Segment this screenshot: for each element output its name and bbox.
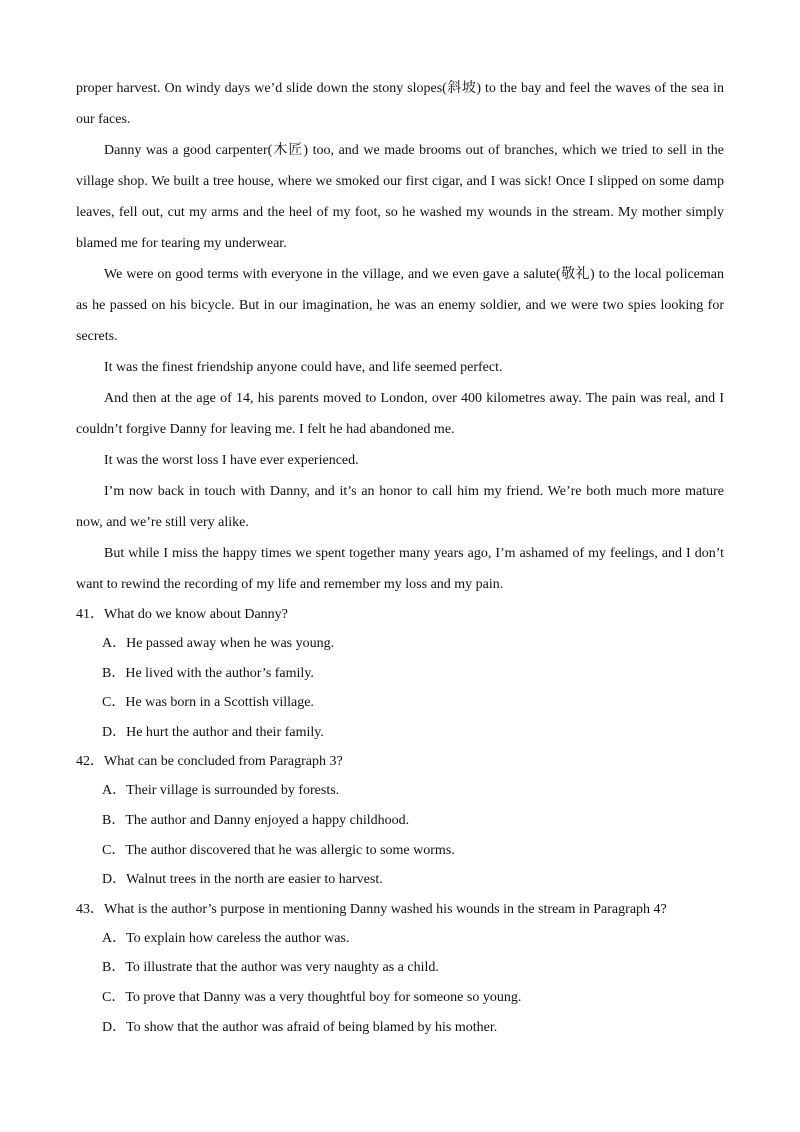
passage-paragraph: It was the finest friendship anyone could have, and life seemed perfect. xyxy=(104,360,503,375)
answer-option-b: B．To illustrate that the author was very naughty as a child. xyxy=(102,960,439,976)
answer-option-a: A．Their village is surrounded by forests. xyxy=(102,783,340,799)
answer-option-d: D．He hurt the author and their family. xyxy=(102,724,324,740)
question-43 xyxy=(76,895,724,1042)
answer-option-d: D．Walnut trees in the north are easier to harvest. xyxy=(102,872,383,888)
answer-option-b: B．He lived with the author’s family. xyxy=(102,665,314,681)
question-stem: 41．What do we know about Danny? xyxy=(76,607,288,622)
answer-option-c: C．The author discovered that he was allergic to some worms. xyxy=(102,842,455,858)
passage-paragraph: And then at the age of 14, his parents moved to London, over 400 kilometres away. The pain was real, and I couldn’t forgive Danny for leaving me. I felt he had abandoned me. xyxy=(76,391,724,437)
passage-paragraph: But while I miss the happy times we spent together many years ago, I’m ashamed of my feelings, and I don’t want to rewind the recording of my life and remember my loss and my pain. xyxy=(76,546,724,592)
passage-paragraph: proper harvest. On windy days we’d slide down the stony slopes(斜坡) to the bay and feel the waves of the sea in our faces. xyxy=(76,81,724,127)
answer-option-a: A．To explain how careless the author was. xyxy=(102,930,350,946)
document-page xyxy=(76,73,724,1042)
question-41 xyxy=(76,600,724,747)
answer-option-c: C．To prove that Danny was a very thoughtful boy for someone so young. xyxy=(102,989,522,1005)
passage-paragraph: It was the worst loss I have ever experienced. xyxy=(104,453,359,468)
answer-option-a: A．He passed away when he was young. xyxy=(102,636,335,651)
passage-paragraph: We were on good terms with everyone in the village, and we even gave a salute(敬礼) to the local policeman as he passed on his bicycle. But in our imagination, he was an enemy soldier, and we were two spies looking for secrets. xyxy=(76,267,724,344)
answer-option-d: D．To show that the author was afraid of being blamed by his mother. xyxy=(102,1019,498,1035)
reading-passage xyxy=(76,73,724,600)
question-42 xyxy=(76,747,724,894)
answer-option-c: C．He was born in a Scottish village. xyxy=(102,695,314,711)
question-stem: 42．What can be concluded from Paragraph 3? xyxy=(76,754,343,770)
passage-paragraph: Danny was a good carpenter(木匠) too, and we made brooms out of branches, which we tried to sell in the village shop. We built a tree house, where we smoked our first cigar, and I was sick! Once I slipped on some damp leaves, fell out, cut my arms and the heel of my foot, so he washed my wounds in the stream. My mother simply blamed me for tearing my underwear. xyxy=(76,143,724,251)
passage-paragraph: I’m now back in touch with Danny, and it’s an honor to call him my friend. We’re both much more mature now, and we’re still very alike. xyxy=(76,484,724,530)
question-stem: 43．What is the author’s purpose in mentioning Danny washed his wounds in the stream in Paragraph 4? xyxy=(76,901,667,917)
answer-option-b: B．The author and Danny enjoyed a happy childhood. xyxy=(102,812,410,828)
